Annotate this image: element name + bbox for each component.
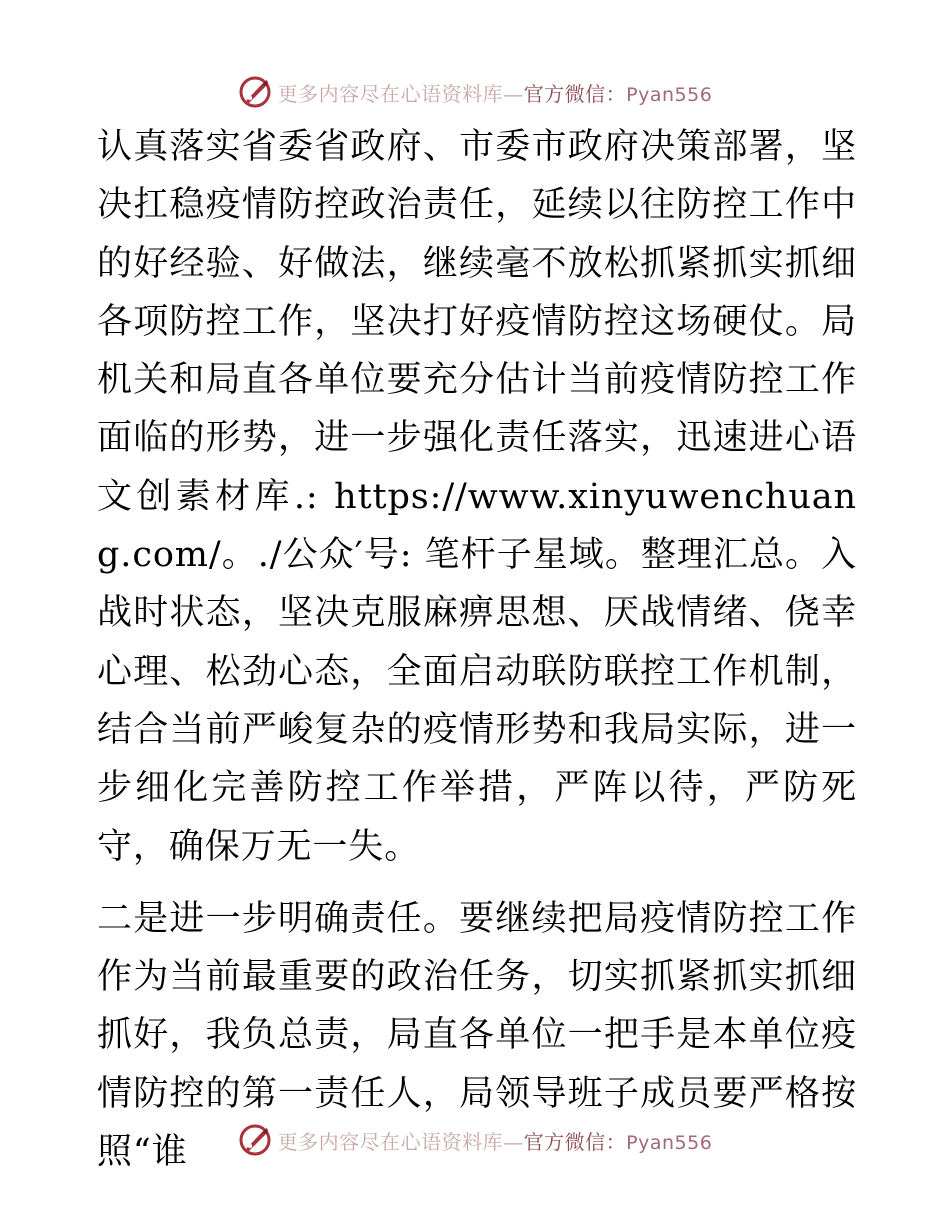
header-wechat-id: Pyan556 <box>626 83 713 106</box>
footer-wechat-label: 官方微信： <box>523 1129 627 1154</box>
footer-watermark-banner <box>0 1120 950 1160</box>
quill-logo-icon <box>238 75 272 109</box>
footer-wechat-id: Pyan556 <box>626 1131 713 1154</box>
footer-watermark-text <box>278 1126 713 1155</box>
header-watermark-text <box>278 78 713 107</box>
header-brand-text: 更多内容尽在心语资料库— <box>277 81 524 106</box>
body-paragraph-1: 认真落实省委省政府、市委市政府决策部署，坚决扛稳疫情防控政治责任，延续以往防控工作中的好经验、好做法，继续毫不放松抓紧抓实抓细各项防控工作，坚决打好疫情防控这场硬仗。局机关和局直各单位要充分估计当前疫情防控工作面临的形势，进一步强化责任落实，迅速进心语文创素材库.: https://www.xinyuwenchuang.com/。./公众′号: 笔杆子星域。整理汇总。入战时状态，坚决克服麻痹思想、厌战情绪、侥幸心理、松劲心态，全面启动联防联控工作机制，结合当前严峻复杂的疫情形势和我局实际，进一步细化完善防控工作举措，严阵以待，严防死守，确保万无一失。 <box>97 127 857 867</box>
header-wechat-label: 官方微信： <box>523 81 627 106</box>
footer-brand-text: 更多内容尽在心语资料库— <box>277 1129 524 1154</box>
quill-logo-icon <box>238 1123 272 1157</box>
document-body <box>97 118 857 1181</box>
header-watermark-banner <box>0 72 950 112</box>
body-paragraph-2: 二是进一步明确责任。要继续把局疫情防控工作作为当前最重要的政治任务，切实抓紧抓实抓细抓好，我负总责，局直各单位一把手是本单位疫情防控的第一责任人，局领导班子成员要严格按照“谁 <box>97 898 857 1173</box>
